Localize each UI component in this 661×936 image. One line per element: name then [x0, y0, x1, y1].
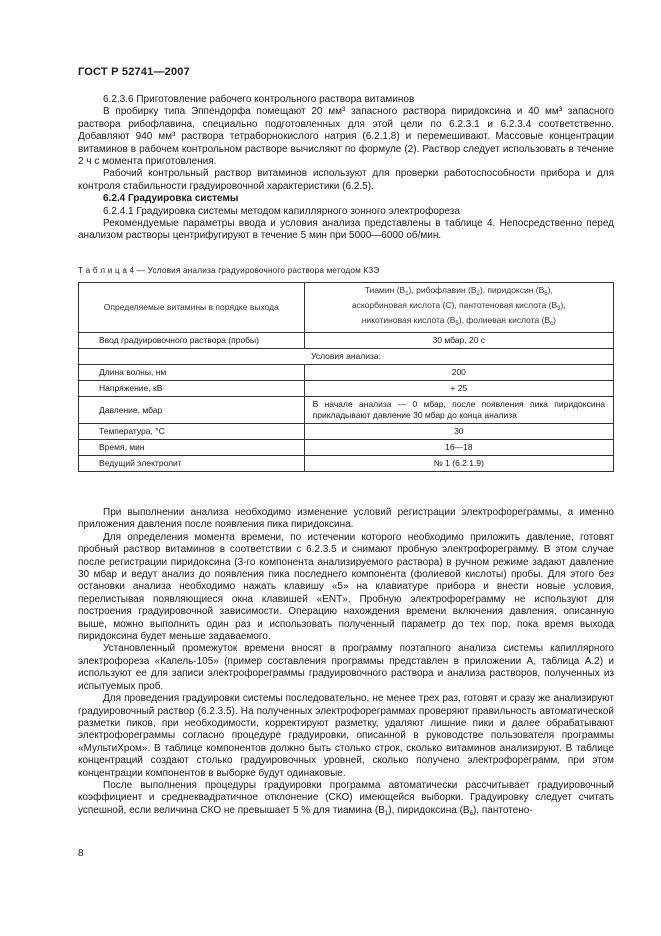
- paragraph: Для определения момента времени, по истечении которого необходимо приложить давление, готовят пробный раствор витаминов в соответствии с 6.2.3.5 и снимают пробную электрофореграмму. В этом случае после регистрации пиридоксина (3-го компонента анализируемого раствора) в ручном режиме задают давление 30 мбар и ведут анализ до появления пика последнего компонента (фолиевой кислоты) пробы. Для этого без остановки анализа необходимо нажать клавишу «5» на клавиатуре прибора и внести новые условия, перелистывая появляющиеся окна клавишей «ENT». Пробную электрофореграмму не используют для построения градуировочной зависимости. Операцию нахождения времени включения давления, описанную выше, можно выполнить один раз и использовать полученный параметр до тех пор, пока время выхода пиридоксина будет меньше задаваемого.: [78, 531, 614, 643]
- injection-label: Ввод градуировочного раствора (пробы): [79, 333, 305, 349]
- table-row: [79, 349, 614, 365]
- header-left-cell: Определяемые витамины в порядке выхода: [79, 283, 305, 333]
- condition-value: 16—18: [304, 440, 613, 456]
- paragraph: 6.2.4 Градуировка системы: [103, 193, 239, 205]
- table-row: [79, 440, 614, 456]
- vitamins-line-1: Тиамин $(B_1)$, рибофлавин $(B_2)$, пиридоксин $(B_6)$,: [364, 285, 553, 297]
- table-header-row: [79, 283, 614, 333]
- condition-label: Температура, °С: [79, 424, 305, 440]
- condition-label: Длина волны, нм: [79, 365, 305, 381]
- conditions-title: Условия анализа:: [79, 349, 614, 365]
- condition-value: № 1 (6.2.1.9): [304, 456, 613, 472]
- condition-label: Ведущий электролит: [79, 456, 305, 472]
- table-row: [79, 424, 614, 440]
- table-row: [79, 365, 614, 381]
- page-number: 8: [78, 848, 84, 859]
- paragraph: Рекомендуемые параметры ввода и условия анализа представлены в таблице 4. Непосредственно перед анализом растворы центрифугируют в течение 5 мин при 5000—6000 об/мин.: [78, 218, 614, 242]
- table-row: [79, 381, 614, 397]
- table-row: [79, 333, 614, 349]
- paragraph: 6.2.3.6 Приготовление рабочего контрольного раствора витаминов: [103, 94, 415, 105]
- condition-value: 30: [304, 424, 613, 440]
- vitamins-line-2: аскорбиновая кислота (С), пантотеновая кислота $(B_3)$,: [351, 300, 566, 312]
- paragraph: Установленный промежуток времени вносят в программу поэтапного анализа системы капиллярного электрофореза «Капель-105» (пример составления программы представлен в приложении А, таблица А.2) и используют ее для записи электрофореграммы градуировочного раствора и анализа растворов, полученных из испытуемых проб.: [78, 643, 614, 692]
- standard-header: ГОСТ Р 52741—2007: [78, 66, 190, 78]
- table-caption: Т а б л и ц а 4 — Условия анализа градуировочного раствора методом КЗЭ: [78, 266, 380, 275]
- condition-value: В начале анализа — 0 мбар, после появления пика пиридоксина прикладывают давление 30 мбар до конца анализа: [304, 397, 613, 424]
- paragraph: 6.2.4.1 Градуировка системы методом капиллярного зонного электрофореза: [103, 205, 460, 217]
- condition-value: 200: [304, 365, 613, 381]
- header-right-cell: [304, 283, 613, 333]
- condition-label: Время, мин: [79, 440, 305, 456]
- analysis-conditions-table: [78, 282, 614, 472]
- paragraph: После выполнения процедуры градуировки программа автоматически рассчитывает градуировочный коэффициент и среднеквадратичное отклонение (СКО) имеющейся выборки. Градуировку следует считать успешной, если величина СКО не превышает 5 % для тиамина $(B_1)$, пиридоксина $(B_6)$, пантотено-: [78, 779, 614, 817]
- conditions-rows: [79, 365, 614, 472]
- table-row: [79, 397, 614, 424]
- condition-label: Напряжение, кВ: [79, 381, 305, 397]
- paragraph: В пробирку типа Эппендорфа помещают 20 мм³ запасного раствора пиридоксина и 40 мм³ запасного раствора рибофлавина, специально подготовленных для этой цели по 6.2.3.1 и 6.2.3.4 соответственно. Добавляют 940 мм³ раствора тетраборнокислого натрия (6.2.1.8) и перемешивают. Массовые концентрации витаминов в рабочем контрольном растворе вычисляют по формуле (2). Раствор следует использовать в течение 2 ч с момента приготовления.: [78, 106, 614, 168]
- top-text-block: [78, 94, 614, 243]
- paragraph: При выполнении анализа необходимо изменение условий регистрации электрофореграммы, а именно приложения давления после появления пика пиридоксина.: [78, 507, 614, 531]
- bottom-text-block: [78, 507, 614, 820]
- condition-value: + 25: [304, 381, 613, 397]
- paragraph: Для проведения градуировки системы последовательно, не менее трех раз, готовят и сразу же анализируют градуировочный раствор (6.2.3.5). На полученных электрофореграммах проверяют правильность автоматической разметки пиков, при необходимости, корректируют разметку, удаляют лишние пики и далее обрабатывают электрофореграммы согласно процедуре градуировки, описанной в руководстве пользователя программы «МультиХром». В таблице компонентов должно быть столько строк, сколько витаминов анализируют. В таблице концентраций создают столько градуировочных уровней, сколько получено электрофореграмм, при этом концентрации компонентов в выборке будут одинаковые.: [78, 693, 614, 779]
- condition-label: Давление, мбар: [79, 397, 305, 424]
- vitamins-line-3: никотиновая кислота $(B_5)$, фолиевая кислота $(B_c)$: [361, 315, 556, 327]
- injection-value: 30 мбар, 20 с: [304, 333, 613, 349]
- paragraph: Рабочий контрольный раствор витаминов используют для проверки работоспособности прибора и для контроля стабильности градуировочной характеристики (6.2.5).: [78, 168, 614, 192]
- table-row: [79, 456, 614, 472]
